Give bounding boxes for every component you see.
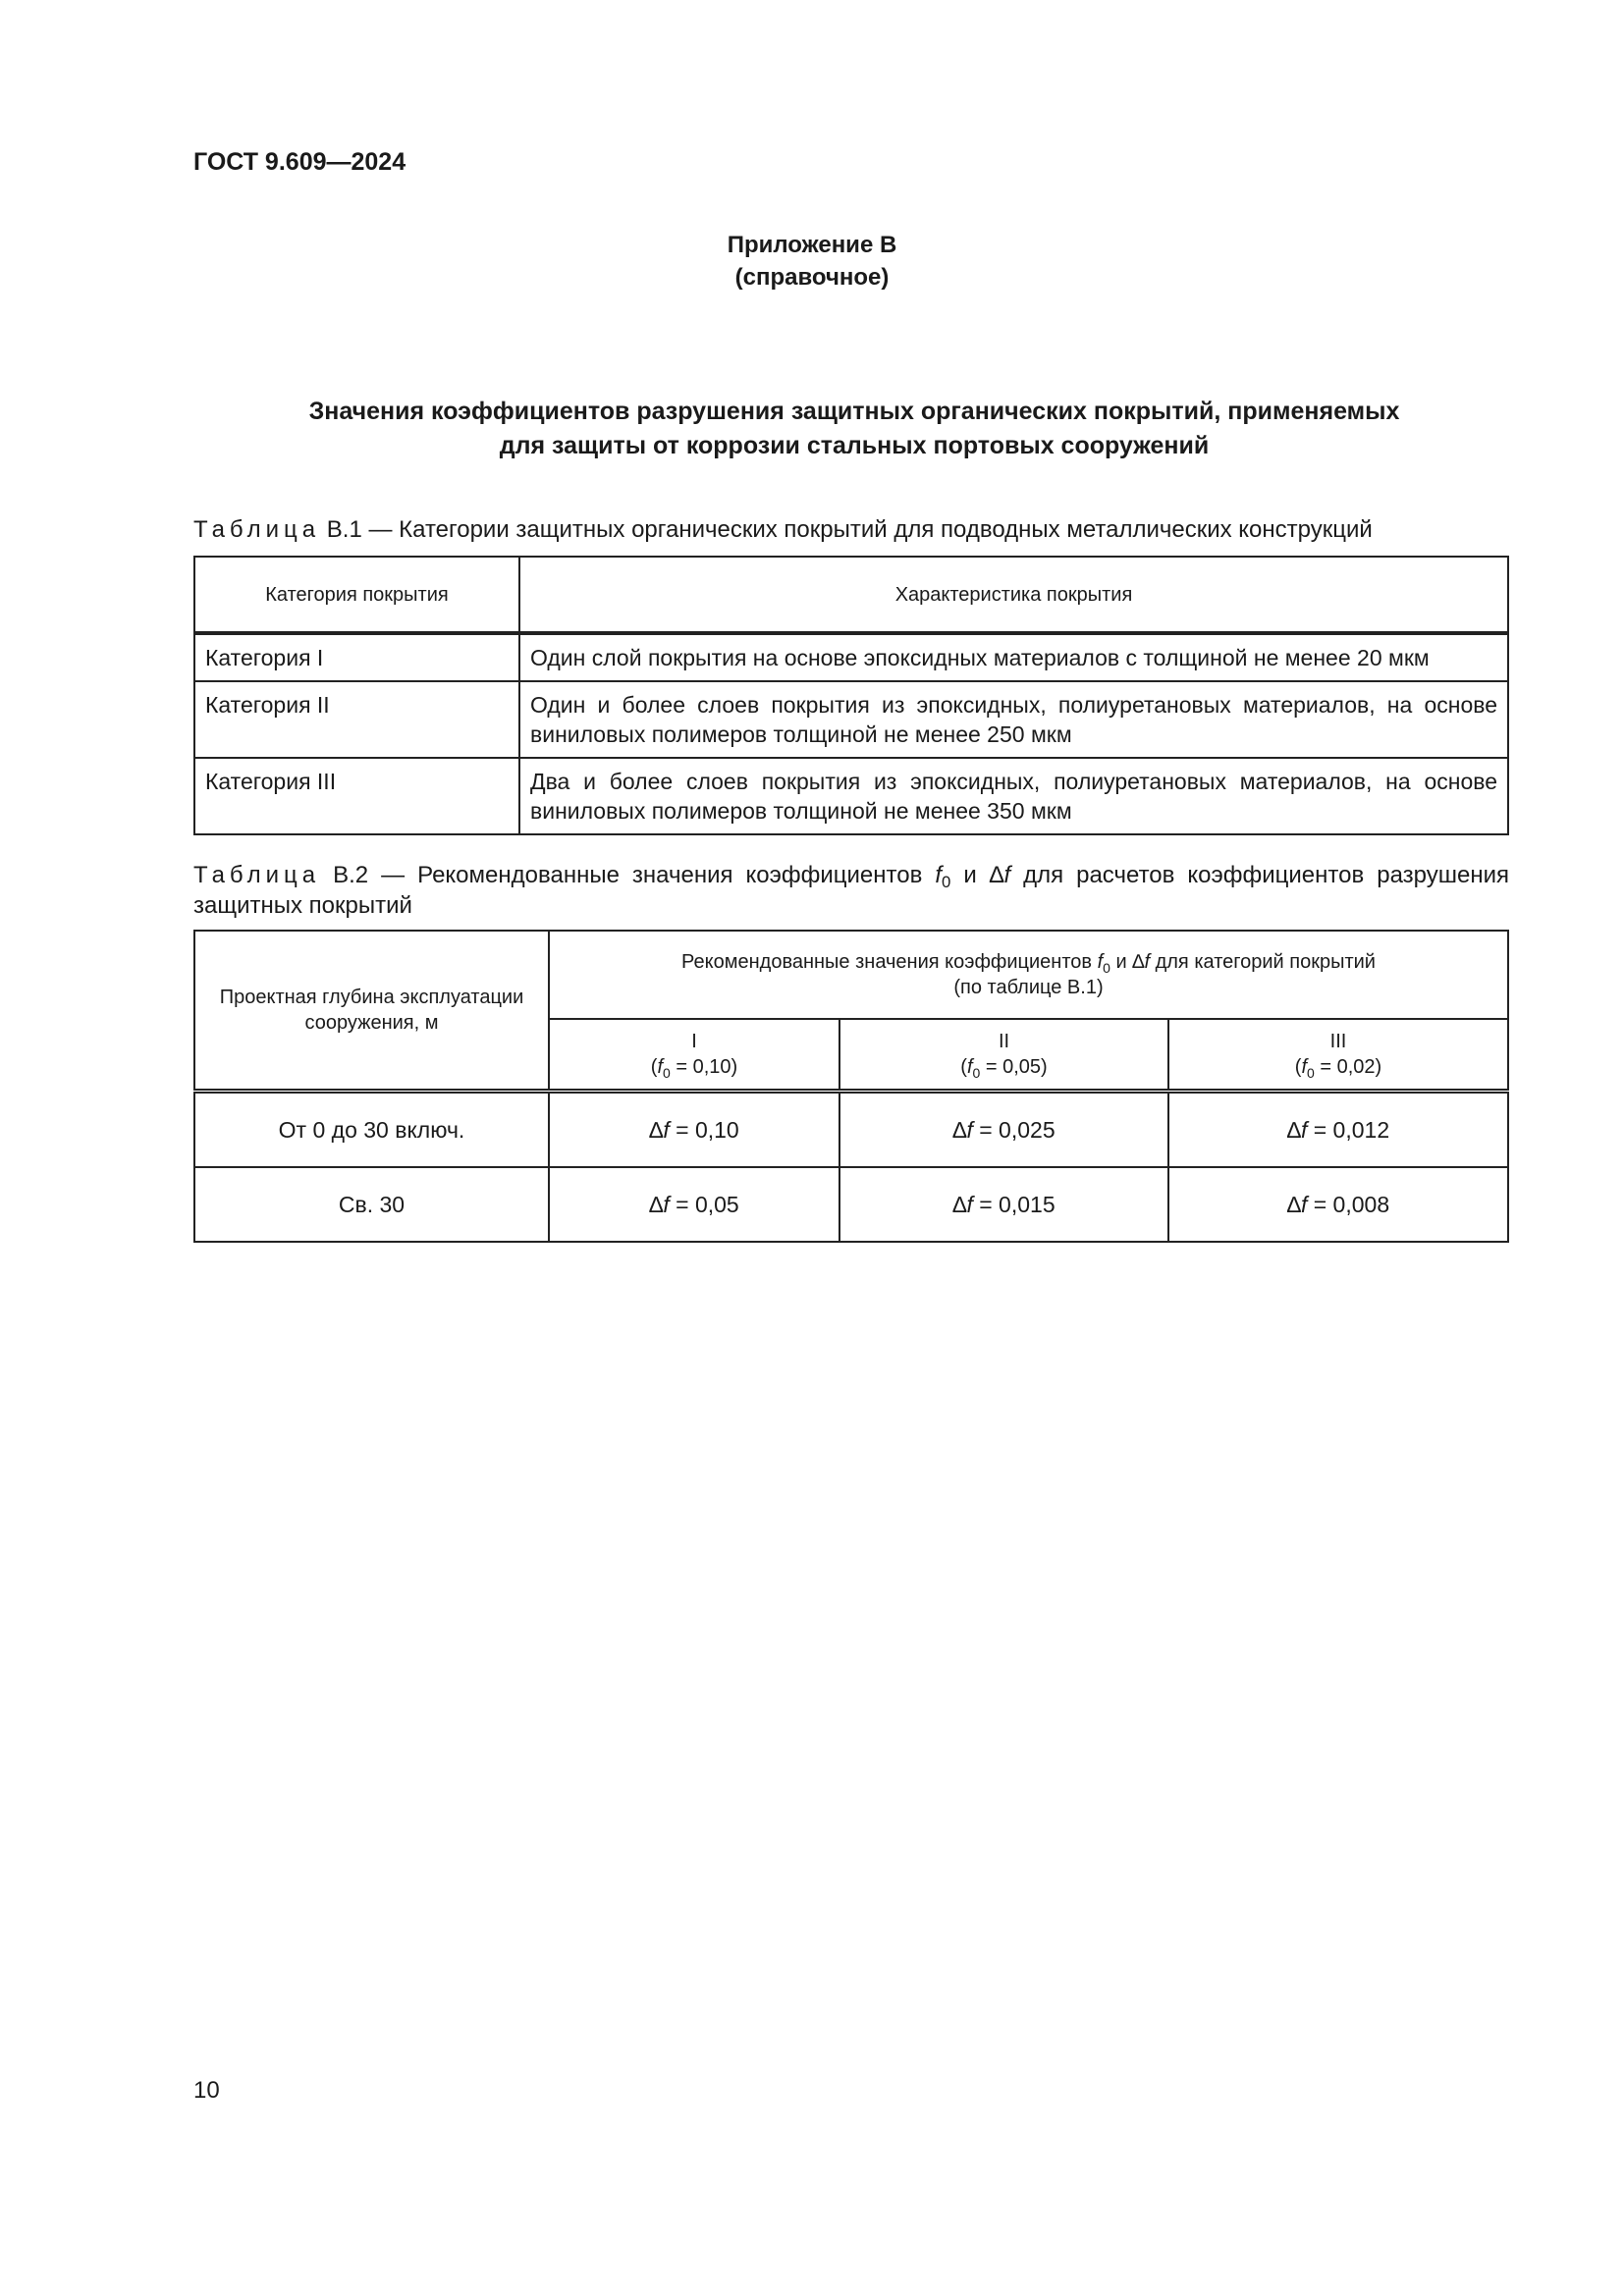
table1-header-category: Категория покрытия <box>194 557 519 633</box>
description-cell: Два и более слоев покрытия из эпоксидных, полиуретановых материалов, на основе виниловых полимеров толщиной не менее 350 мкм <box>519 758 1508 834</box>
f-symbol: f <box>966 1056 973 1078</box>
table1-caption-text: В.1 — Категории защитных органических покрытий для подводных металлических конструкций <box>320 516 1373 543</box>
table-row <box>194 1167 1508 1242</box>
delta-f-cell <box>549 1092 839 1168</box>
table2-caption-text: и ∆ <box>950 862 1004 888</box>
delta-symbol: ∆ <box>952 1116 967 1143</box>
page-number: 10 <box>193 2077 220 2104</box>
depth-cell: От 0 до 30 включ. <box>194 1092 549 1168</box>
table2-caption-text: для расчетов коэффициентов разрушения защитных покрытий <box>193 862 1509 919</box>
f0-text: = 0,02) <box>1314 1056 1382 1078</box>
section-title <box>226 395 1483 463</box>
f-symbol: f <box>1300 1191 1308 1217</box>
delta-symbol: ∆ <box>649 1191 664 1217</box>
f-symbol: f <box>966 1116 973 1143</box>
delta-f-value: = 0,015 <box>972 1191 1056 1217</box>
f-symbol: f <box>935 862 942 888</box>
category-column-header <box>839 1019 1168 1092</box>
appendix-title: Приложение В <box>727 232 897 258</box>
delta-f-cell <box>549 1167 839 1242</box>
delta-f-cell <box>839 1167 1168 1242</box>
depth-header: Проектная глубина эксплуатации сооружения, м <box>194 931 549 1092</box>
group-header-line-1 <box>550 949 1507 975</box>
depth-cell: Св. 30 <box>194 1167 549 1242</box>
category-column-header <box>1168 1019 1508 1092</box>
subscript-zero: 0 <box>942 873 951 891</box>
category-column-header <box>549 1019 839 1092</box>
category-cell: Категория I <box>194 633 519 681</box>
delta-symbol: ∆ <box>1286 1191 1301 1217</box>
category-f0 <box>550 1054 839 1080</box>
group-header-text: и ∆ <box>1110 951 1145 973</box>
table1-caption-word: Таблица <box>193 516 321 543</box>
category-roman: III <box>1329 1031 1347 1052</box>
subscript-zero: 0 <box>663 1065 671 1081</box>
delta-f-cell <box>1168 1167 1508 1242</box>
f-symbol: f <box>663 1116 670 1143</box>
group-header-text: Рекомендованные значения коэффициентов <box>681 951 1098 973</box>
delta-f-value: = 0,10 <box>669 1116 739 1143</box>
subscript-zero: 0 <box>1103 960 1110 976</box>
delta-f-value: = 0,012 <box>1307 1116 1390 1143</box>
f-symbol: f <box>1003 862 1011 888</box>
group-header-text: для категорий покрытий <box>1150 951 1376 973</box>
description-cell: Один слой покрытия на основе эпоксидных материалов с толщиной не менее 20 мкм <box>519 633 1508 681</box>
table-row <box>194 758 1508 834</box>
f-symbol: f <box>663 1191 670 1217</box>
table2-caption <box>193 860 1509 921</box>
subscript-zero: 0 <box>972 1065 981 1081</box>
category-cell: Категория II <box>194 681 519 758</box>
f-symbol: f <box>1144 951 1151 973</box>
table1-header-characteristic: Характеристика покрытия <box>519 557 1508 633</box>
subscript-zero: 0 <box>1307 1065 1315 1081</box>
f-symbol: f <box>1301 1056 1308 1078</box>
f-symbol: f <box>966 1191 973 1217</box>
table2-header-row <box>194 931 1508 1019</box>
table2-caption-text: В.2 — Рекомендованные значения коэффициентов <box>320 862 936 888</box>
delta-f-value: = 0,05 <box>669 1191 739 1217</box>
f0-text: ( <box>650 1056 658 1078</box>
category-roman: I <box>691 1031 697 1052</box>
section-title-line-1: Значения коэффициентов разрушения защитных органических покрытий, применяемых <box>308 398 1400 425</box>
delta-symbol: ∆ <box>649 1116 664 1143</box>
category-f0 <box>1169 1054 1507 1080</box>
delta-f-value: = 0,025 <box>972 1116 1056 1143</box>
section-title-line-2: для защиты от коррозии стальных портовых сооружений <box>499 432 1210 459</box>
f0-text: = 0,05) <box>980 1056 1048 1078</box>
category-f0 <box>840 1054 1167 1080</box>
table-row <box>194 681 1508 758</box>
description-cell: Один и более слоев покрытия из эпоксидных, полиуретановых материалов, на основе виниловых полимеров толщиной не менее 250 мкм <box>519 681 1508 758</box>
coefficients-table <box>193 930 1509 1243</box>
delta-symbol: ∆ <box>1286 1116 1301 1143</box>
table2-caption-word: Таблица <box>193 862 321 888</box>
group-header-line-2: (по таблице В.1) <box>953 977 1104 998</box>
delta-f-cell <box>1168 1092 1508 1168</box>
delta-symbol: ∆ <box>952 1191 967 1217</box>
appendix-heading <box>0 229 1624 294</box>
f0-text: ( <box>960 1056 967 1078</box>
delta-f-value: = 0,008 <box>1307 1191 1390 1217</box>
table-row <box>194 1092 1508 1168</box>
f-symbol: f <box>1300 1116 1308 1143</box>
table1-caption <box>193 514 1529 545</box>
category-cell: Категория III <box>194 758 519 834</box>
coefficients-group-header <box>549 931 1508 1019</box>
appendix-subtitle: (справочное) <box>734 264 890 291</box>
f-symbol: f <box>657 1056 664 1078</box>
delta-f-cell <box>839 1092 1168 1168</box>
table1-header-row <box>194 557 1508 633</box>
f0-text: = 0,10) <box>670 1056 738 1078</box>
table-row <box>194 633 1508 681</box>
f0-text: ( <box>1294 1056 1302 1078</box>
f-symbol: f <box>1097 951 1104 973</box>
coating-categories-table <box>193 556 1509 835</box>
document-code: ГОСТ 9.609—2024 <box>193 148 406 176</box>
category-roman: II <box>998 1031 1010 1052</box>
